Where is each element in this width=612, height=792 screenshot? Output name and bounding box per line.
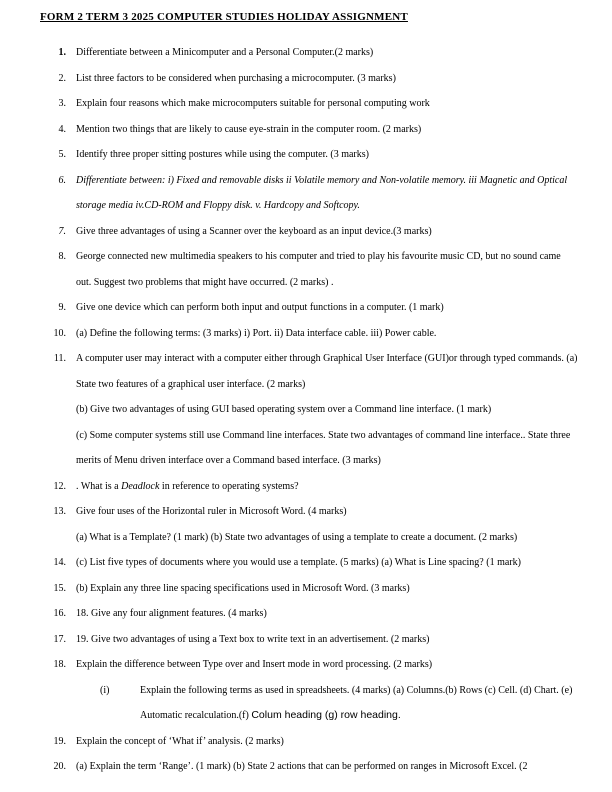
question-number: 5. <box>58 149 66 160</box>
question-text-run: Differentiate between: i) Fixed and removable disks ii Volatile memory and Non-volatile memory. iii Magnetic and Optical storage media iv.CD-ROM and Floppy disk. v. Hardcopy and Softcopy. <box>76 174 568 211</box>
question-text-run: Give one device which can perform both input and output functions in a computer. (1 mark) <box>76 302 444 313</box>
question-text-run: Give three advantages of using a Scanner over the keyboard as an input device.(3 marks) <box>76 225 432 237</box>
question-text-run: Explain the concept of ‘What if’ analysis. (2 marks) <box>76 735 284 747</box>
question-paragraph <box>76 754 578 780</box>
question-text-run: (a) Define the following terms: (3 marks) i) Port. ii) Data interface cable. iii) Power cable. <box>76 327 437 339</box>
question-item <box>40 627 578 653</box>
question-paragraph <box>76 321 578 347</box>
question-item <box>40 295 578 321</box>
question-number: 2. <box>58 72 66 84</box>
question-number: 9. <box>58 302 66 313</box>
question-paragraph <box>76 66 578 92</box>
question-text-run: Deadlock <box>121 480 160 492</box>
question-text-run: George connected new multimedia speakers to his computer and tried to play his favourite music CD, but no sound came out. Suggest two problems that might have occurred. (2 marks) . <box>76 251 561 288</box>
question-text-run: 18. Give any four alignment features. (4 marks) <box>76 608 267 619</box>
question-number: 7. <box>58 225 66 237</box>
question-paragraph <box>76 295 578 321</box>
question-number: 1. <box>58 47 66 58</box>
question-paragraph <box>76 244 578 295</box>
question-paragraph <box>76 474 578 500</box>
question-item <box>40 729 578 755</box>
question-text-run: . What is a <box>76 480 122 492</box>
question-text-run: Explain the difference between Type over and Insert mode in word processing. (2 marks) <box>76 659 433 670</box>
question-text-run: (c) List five types of documents where you would use a template. (5 marks) (a) What is Line spacing? (1 mark) <box>76 557 521 568</box>
question-number: 3. <box>58 98 66 109</box>
sub-question-text <box>140 678 578 729</box>
question-number: 4. <box>58 123 66 135</box>
question-item <box>40 142 578 168</box>
question-paragraph <box>76 397 578 423</box>
question-number: 10. <box>53 327 66 339</box>
question-item <box>40 550 578 576</box>
question-item <box>40 499 578 550</box>
question-text-run: (b) Give two advantages of using GUI based operating system over a Command line interface. (1 mark) <box>76 404 492 415</box>
question-text-run: Colum heading (g) row heading. <box>251 709 401 721</box>
question-list <box>40 40 578 780</box>
question-item <box>40 346 578 474</box>
question-paragraph <box>76 627 578 653</box>
question-paragraph <box>100 678 578 729</box>
question-text-run: (a) What is a Template? (1 mark) (b) State two advantages of using a template to create a document. (2 marks) <box>76 531 518 543</box>
question-text-run: Explain four reasons which make microcomputers suitable for personal computing work <box>76 98 430 109</box>
question-text-run: Mention two things that are likely to cause eye-strain in the computer room. (2 marks) <box>76 123 422 135</box>
question-text-run: (b) Explain any three line spacing specifications used in Microsoft Word. (3 marks) <box>76 582 410 594</box>
question-item <box>40 168 578 219</box>
question-item <box>40 91 578 117</box>
question-paragraph <box>76 168 578 219</box>
question-paragraph <box>76 346 578 397</box>
question-text-run: Differentiate between a Minicomputer and a Personal Computer.(2 marks) <box>76 47 374 58</box>
question-text-run: in reference to operating systems? <box>159 480 299 492</box>
question-paragraph <box>76 91 578 117</box>
question-number: 19. <box>53 735 66 747</box>
question-item <box>40 576 578 602</box>
question-item <box>40 219 578 245</box>
question-paragraph <box>76 729 578 755</box>
question-paragraph <box>76 423 578 474</box>
question-paragraph <box>76 142 578 168</box>
question-text-run: (c) Some computer systems still use Command line interfaces. State two advantages of command line interface.. State three merits of Menu driven interface over a Command based interface. (3 marks) <box>76 429 571 466</box>
question-paragraph <box>76 117 578 143</box>
question-number: 16. <box>53 608 66 619</box>
question-item <box>40 601 578 627</box>
question-item <box>40 321 578 347</box>
question-text-run: A computer user may interact with a computer either through Graphical User Interface (GUI)or through typed commands. (a) State two features of a graphical user interface. (2 marks) <box>76 353 578 390</box>
question-number: 18. <box>53 659 66 670</box>
question-text-run: Give four uses of the Horizontal ruler in Microsoft Word. (4 marks) <box>76 506 347 517</box>
question-paragraph <box>76 550 578 576</box>
question-text-run: Identify three proper sitting postures while using the computer. (3 marks) <box>76 149 369 160</box>
question-number: 14. <box>53 557 66 568</box>
question-number: 17. <box>53 633 66 645</box>
question-paragraph <box>76 525 578 551</box>
question-paragraph <box>76 601 578 627</box>
question-text-run: 19. Give two advantages of using a Text box to write text in an advertisement. (2 marks) <box>76 633 430 645</box>
question-item <box>40 66 578 92</box>
question-paragraph <box>76 576 578 602</box>
page-title: FORM 2 TERM 3 2025 COMPUTER STUDIES HOLIDAY ASSIGNMENT <box>40 11 408 23</box>
question-item <box>40 117 578 143</box>
question-text-run: List three factors to be considered when purchasing a microcomputer. (3 marks) <box>76 72 396 84</box>
question-item <box>40 40 578 66</box>
question-number: 12. <box>53 480 66 492</box>
question-paragraph <box>76 219 578 245</box>
question-paragraph <box>76 40 578 66</box>
question-paragraph <box>76 652 578 678</box>
question-text-run: (a) Explain the term ‘Range’. (1 mark) (b) State 2 actions that can be performed on ranges in Microsoft Excel. (2 <box>76 761 528 772</box>
sub-question-marker: (i) <box>100 684 110 696</box>
question-number: 15. <box>53 582 66 594</box>
question-paragraph <box>76 499 578 525</box>
question-item <box>40 754 578 780</box>
question-text-run: Explain the following terms as used in spreadsheets. (4 marks) (a) Columns.(b) Rows (c) Cell. (d) Chart. (e) Automatic recalculation.(f) <box>140 684 573 721</box>
question-number: 20. <box>53 761 66 772</box>
question-number: 6. <box>58 174 66 186</box>
question-item <box>40 652 578 729</box>
question-number: 13. <box>53 506 66 517</box>
question-number: 11. <box>53 353 66 364</box>
question-item <box>40 244 578 295</box>
question-item <box>40 474 578 500</box>
question-number: 8. <box>58 251 66 262</box>
